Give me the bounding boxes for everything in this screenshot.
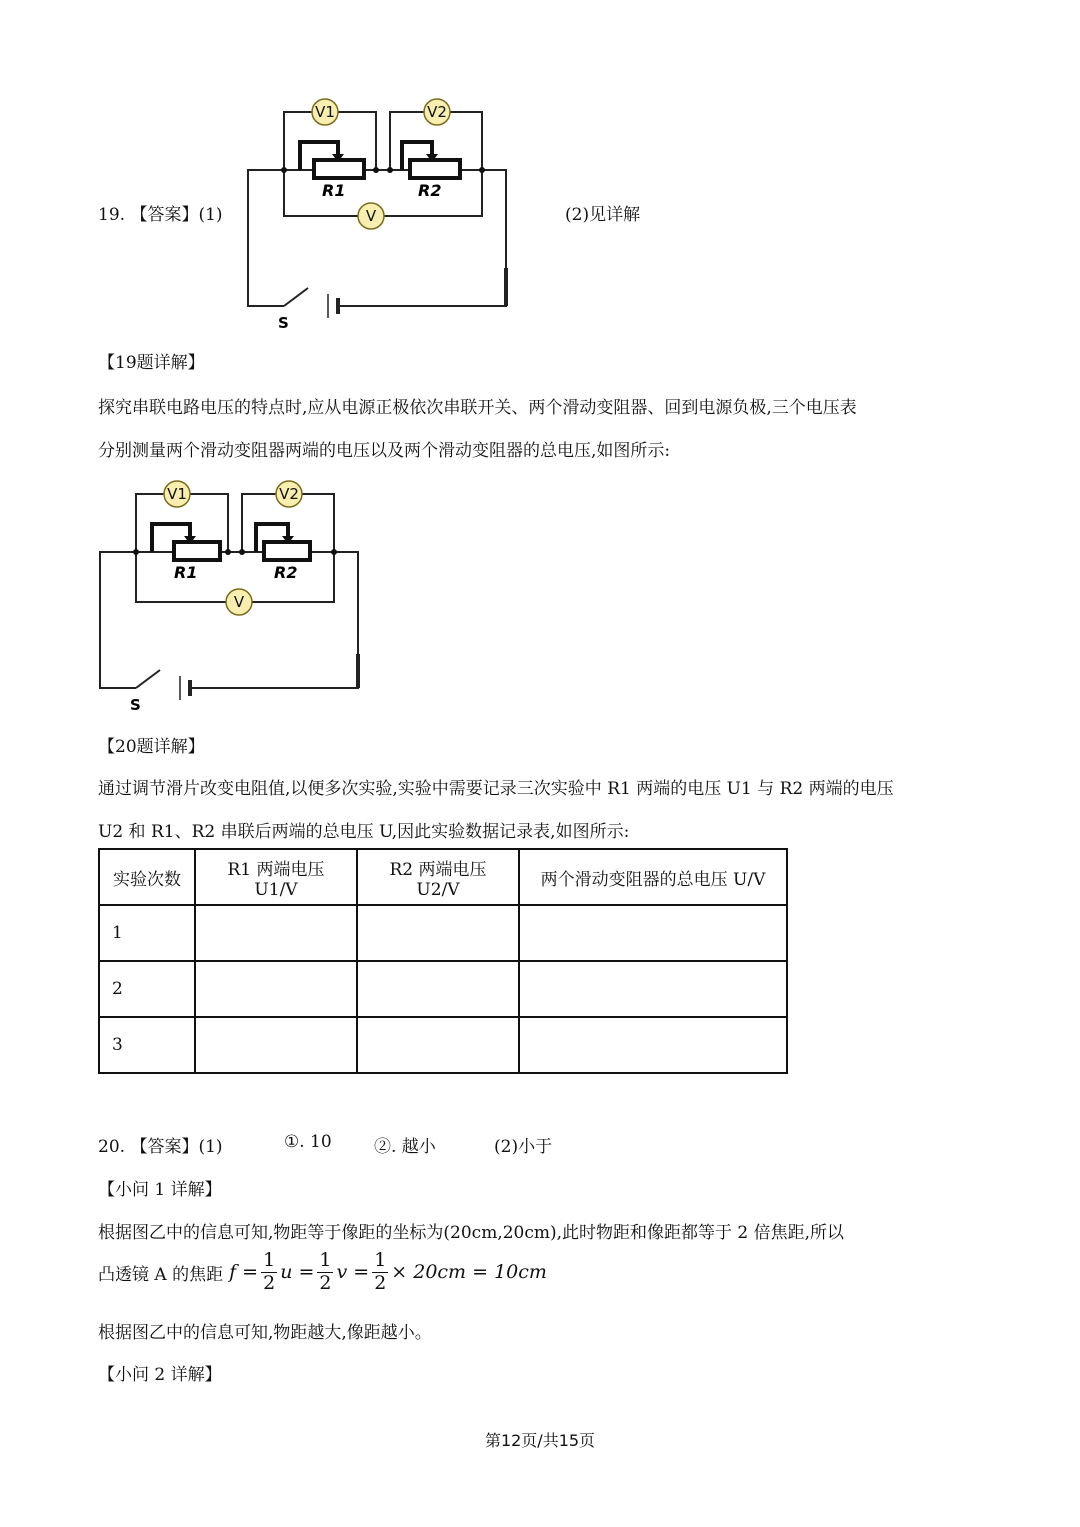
q19-para-line2: 分别测量两个滑动变阻器两端的电压以及两个滑动变阻器的总电压,如图所示: <box>98 441 671 461</box>
q20-detail-line1: 通过调节滑片改变电阻值,以便多次实验,实验中需要记录三次实验中 R1 两端的电压 U1 与 R2 两端的电压 <box>98 779 894 799</box>
frac-den: 2 <box>319 1271 332 1294</box>
formula-tail: × 20cm = 10cm <box>391 1261 547 1284</box>
table-row <box>99 961 787 1017</box>
q20-detail-title: 【20题详解】 <box>98 737 205 757</box>
q20-answer-1: ①. 10 <box>284 1132 332 1152</box>
switch-label-2: S <box>130 696 141 714</box>
q19-para-line1: 探究串联电路电压的特点时,应从电源正极依次串联开关、两个滑动变阻器、回到电源负极,三个电压表 <box>98 398 857 418</box>
q20-answer-label: 20. 【答案】(1) <box>98 1137 223 1157</box>
table-row <box>99 1017 787 1073</box>
r2-label: R2 <box>418 181 442 200</box>
v2-meter: V2 <box>427 103 447 121</box>
r1-label-2: R1 <box>174 563 198 582</box>
r2-label-2: R2 <box>274 563 298 582</box>
q20-sub1-line3: 根据图乙中的信息可知,物距越大,像距越小。 <box>98 1323 432 1343</box>
v-meter: V <box>365 207 377 225</box>
r1-label: R1 <box>322 181 346 200</box>
q20-sub2-title: 【小问 2 详解】 <box>98 1365 222 1385</box>
q19-part2: (2)见详解 <box>565 205 641 225</box>
v1-meter-2: V1 <box>167 485 187 503</box>
circuit-diagram-detail <box>84 470 464 720</box>
q20-detail-line2: U2 和 R1、R2 串联后两端的总电压 U,因此实验数据记录表,如图所示: <box>98 822 630 842</box>
header-cell: 实验次数 <box>99 849 195 905</box>
frac-den: 2 <box>263 1271 276 1294</box>
switch-label: S <box>278 314 289 332</box>
q19-detail-title: 【19题详解】 <box>98 353 205 373</box>
row-number: 1 <box>99 905 195 961</box>
page-footer: 第12页/共15页 <box>484 1431 596 1450</box>
focal-length-formula <box>98 1250 547 1295</box>
v2-meter-2: V2 <box>279 485 299 503</box>
row-number: 2 <box>99 961 195 1017</box>
header-cell: 两个滑动变阻器的总电压 U/V <box>519 849 787 905</box>
q20-answer-part2: (2)小于 <box>494 1137 553 1157</box>
frac-num: 1 <box>374 1249 387 1271</box>
table-header-row <box>99 849 787 905</box>
frac-num: 1 <box>263 1249 276 1271</box>
formula-f: f = <box>229 1261 259 1284</box>
formula-u: u = <box>280 1261 315 1284</box>
record-table <box>98 848 788 1074</box>
header-cell: R1 两端电压 U1/V <box>195 849 357 905</box>
q20-sub1-title: 【小问 1 详解】 <box>98 1180 222 1200</box>
formula-v: v = <box>336 1261 370 1284</box>
header-cell: R2 两端电压 U2/V <box>357 849 519 905</box>
v1-meter: V1 <box>315 103 335 121</box>
frac-num: 1 <box>319 1249 332 1271</box>
table-row <box>99 905 787 961</box>
frac-den: 2 <box>374 1271 387 1294</box>
row-number: 3 <box>99 1017 195 1073</box>
q20-sub1-line1: 根据图乙中的信息可知,物距等于像距的坐标为(20cm,20cm),此时物距和像距都等于 2 倍焦距,所以 <box>98 1223 845 1243</box>
q19-heading: 19. 【答案】(1) <box>98 205 223 225</box>
formula-prefix: 凸透镜 A 的焦距 <box>98 1264 224 1285</box>
q20-answer-2: ②. 越小 <box>374 1137 436 1157</box>
circuit-diagram-answer <box>232 88 612 338</box>
v-meter-2: V <box>233 593 245 611</box>
